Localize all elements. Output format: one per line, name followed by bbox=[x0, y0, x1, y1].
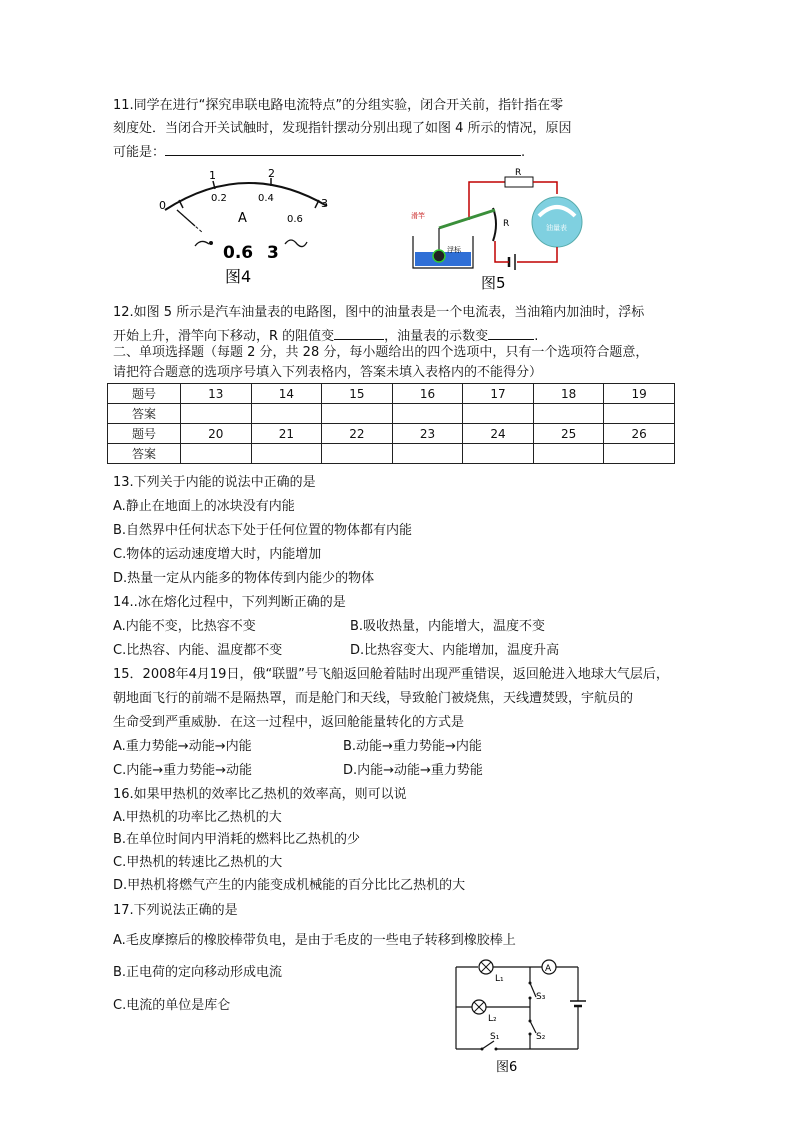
scale-bottom-06: 0.6 bbox=[287, 214, 303, 225]
table-cell: 24 bbox=[463, 424, 534, 444]
answer-cell[interactable] bbox=[604, 404, 675, 424]
q14-option-d[interactable]: D.比热容变大、内能增加，温度升高 bbox=[350, 643, 560, 658]
rheostat-label: R bbox=[503, 219, 510, 229]
lamp-l1-label: L₁ bbox=[495, 974, 504, 984]
resistor-r-label: R bbox=[515, 168, 522, 178]
q11-line-2: 刻度处．当闭合开关试触时，发现指针摆动分别出现了如图 4 所示的情况，原因 bbox=[113, 121, 572, 136]
q12-blank-resistance[interactable] bbox=[334, 327, 384, 340]
ammeter-label: A bbox=[545, 964, 552, 974]
figure-6-circuit bbox=[448, 955, 598, 1077]
answer-cell[interactable] bbox=[181, 444, 252, 464]
q17-option-b[interactable]: B.正电荷的定向移动形成电流 bbox=[113, 965, 283, 980]
table-header-answer: 答案 bbox=[108, 444, 181, 464]
table-cell: 14 bbox=[251, 384, 322, 404]
table-row bbox=[108, 404, 675, 424]
scale-top-0: 0 bbox=[159, 199, 166, 212]
table-header-question: 题号 bbox=[108, 424, 181, 444]
q12-text-b: ，油量表的示数变 bbox=[384, 329, 489, 344]
answer-cell[interactable] bbox=[322, 444, 393, 464]
figure-4-ammeter bbox=[155, 166, 340, 288]
q11-answer-blank[interactable] bbox=[165, 143, 521, 156]
answer-cell[interactable] bbox=[181, 404, 252, 424]
q16-option-d[interactable]: D.甲热机将燃气产生的内能变成机械能的百分比比乙热机的大 bbox=[113, 878, 466, 893]
oil-gauge-meter-icon bbox=[532, 197, 582, 247]
q16-option-a[interactable]: A.甲热机的功率比乙热机的大 bbox=[113, 810, 282, 825]
table-cell: 25 bbox=[533, 424, 604, 444]
q15-option-c[interactable]: C.内能→重力势能→动能 bbox=[113, 763, 252, 778]
q13-option-a[interactable]: A.静止在地面上的冰块没有内能 bbox=[113, 499, 295, 514]
answer-cell[interactable] bbox=[604, 444, 675, 464]
q17-option-c[interactable]: C.电流的单位是库仑 bbox=[113, 998, 231, 1013]
switch-s2-label: S₂ bbox=[536, 1032, 546, 1042]
q15-line-1: 15．2008年4月19日，俄“联盟”号飞船返回舱着陆时出现严重错误，返回舱进入地球大气层后， bbox=[113, 667, 669, 682]
q14-option-c[interactable]: C.比热容、内能、温度都不变 bbox=[113, 643, 283, 658]
table-header-question: 题号 bbox=[108, 384, 181, 404]
resistor-r-top bbox=[505, 177, 533, 187]
q15-option-b[interactable]: B.动能→重力势能→内能 bbox=[343, 739, 482, 754]
section-2-line-2: 请把符合题意的选项序号填入下列表格内，答案未填入表格内的不能得分） bbox=[113, 365, 543, 380]
q14-stem: 14..冰在熔化过程中，下列判断正确的是 bbox=[113, 595, 346, 610]
figure-4-caption: 图4 bbox=[225, 267, 252, 286]
q13-option-d[interactable]: D.热量一定从内能多的物体传到内能少的物体 bbox=[113, 571, 375, 586]
table-cell: 21 bbox=[251, 424, 322, 444]
q15-line-3: 生命受到严重威胁．在这一过程中，返回舱能量转化的方式是 bbox=[113, 715, 465, 730]
answer-cell[interactable] bbox=[533, 404, 604, 424]
table-cell: 23 bbox=[392, 424, 463, 444]
oil-gauge-label: 油量表 bbox=[546, 224, 567, 232]
q13-option-c[interactable]: C.物体的运动速度增大时，内能增加 bbox=[113, 547, 322, 562]
q13-stem: 13.下列关于内能的说法中正确的是 bbox=[113, 475, 316, 490]
table-cell: 17 bbox=[463, 384, 534, 404]
q15-line-2: 朝地面飞行的前端不是隔热罩，而是舱门和天线，导致舱门被烧焦，天线遭焚毁，宇航员的 bbox=[113, 691, 634, 706]
answer-cell[interactable] bbox=[463, 444, 534, 464]
answer-cell[interactable] bbox=[533, 444, 604, 464]
scale-bottom-02: 0.2 bbox=[211, 193, 227, 204]
answer-table bbox=[107, 383, 675, 464]
table-row bbox=[108, 384, 675, 404]
scale-top-2: 2 bbox=[268, 167, 275, 180]
table-cell: 13 bbox=[181, 384, 252, 404]
scale-top-3: 3 bbox=[321, 197, 328, 210]
float-label: 浮标 bbox=[447, 246, 461, 254]
lamp-l2-label: L₂ bbox=[488, 1014, 497, 1024]
q11-line-1: 11.同学在进行“探究串联电路电流特点”的分组实验，闭合开关前，指针指在零 bbox=[113, 98, 564, 113]
lever-label: 滑竿 bbox=[411, 212, 425, 220]
q16-option-b[interactable]: B.在单位时间内甲消耗的燃料比乙热机的少 bbox=[113, 832, 361, 847]
section-2-line-1: 二、单项选择题（每题 2 分，共 28 分，每小题给出的四个选项中，只有一个选项符合题意， bbox=[113, 345, 649, 360]
switch-s3-label: S₃ bbox=[536, 992, 546, 1002]
answer-cell[interactable] bbox=[251, 404, 322, 424]
table-cell: 18 bbox=[533, 384, 604, 404]
q11-prefix: 可能是： bbox=[113, 145, 166, 160]
figure-6-caption: 图6 bbox=[496, 1060, 518, 1075]
q12-line-1: 12.如图 5 所示是汽车油量表的电路图，图中的油量表是一个电流表，当油箱内加油时，浮标 bbox=[113, 305, 645, 320]
answer-cell[interactable] bbox=[463, 404, 534, 424]
q16-stem: 16.如果甲热机的效率比乙热机的效率高，则可以说 bbox=[113, 787, 407, 802]
ammeter-unit: A bbox=[238, 211, 247, 226]
scale-bottom-04: 0.4 bbox=[258, 193, 274, 204]
q14-option-a[interactable]: A.内能不变，比热容不变 bbox=[113, 619, 256, 634]
figure-5-oil-gauge-circuit bbox=[409, 166, 594, 290]
q16-option-c[interactable]: C.甲热机的转速比乙热机的大 bbox=[113, 855, 283, 870]
switch-s1-label: S₁ bbox=[490, 1032, 500, 1042]
q12-text-c: . bbox=[534, 329, 539, 344]
float-icon bbox=[433, 250, 445, 262]
q13-option-b[interactable]: B.自然界中任何状态下处于任何位置的物体都有内能 bbox=[113, 523, 413, 538]
q14-option-b[interactable]: B.吸收热量，内能增大，温度不变 bbox=[350, 619, 546, 634]
q12-blank-reading[interactable] bbox=[488, 327, 534, 340]
table-row bbox=[108, 444, 675, 464]
q11-line-3 bbox=[113, 143, 525, 162]
q12-text-a: 开始上升，滑竿向下移动，R 的阻值变 bbox=[113, 329, 335, 344]
answer-cell[interactable] bbox=[322, 404, 393, 424]
table-cell: 22 bbox=[322, 424, 393, 444]
table-row bbox=[108, 424, 675, 444]
q15-option-d[interactable]: D.内能→动能→重力势能 bbox=[343, 763, 483, 778]
q11-suffix: . bbox=[521, 145, 526, 160]
terminal-label-06: 0.6 bbox=[223, 243, 254, 263]
figure-5-caption: 图5 bbox=[481, 274, 506, 290]
table-cell: 26 bbox=[604, 424, 675, 444]
answer-cell[interactable] bbox=[251, 444, 322, 464]
q15-option-a[interactable]: A.重力势能→动能→内能 bbox=[113, 739, 252, 754]
answer-cell[interactable] bbox=[392, 404, 463, 424]
table-cell: 15 bbox=[322, 384, 393, 404]
table-cell: 20 bbox=[181, 424, 252, 444]
table-header-answer: 答案 bbox=[108, 404, 181, 424]
scale-top-1: 1 bbox=[209, 169, 216, 182]
table-cell: 19 bbox=[604, 384, 675, 404]
q17-stem: 17.下列说法正确的是 bbox=[113, 903, 238, 918]
terminal-label-3: 3 bbox=[267, 243, 279, 263]
answer-cell[interactable] bbox=[392, 444, 463, 464]
table-cell: 16 bbox=[392, 384, 463, 404]
q17-option-a[interactable]: A.毛皮摩擦后的橡胶棒带负电，是由于毛皮的一些电子转移到橡胶棒上 bbox=[113, 933, 516, 948]
